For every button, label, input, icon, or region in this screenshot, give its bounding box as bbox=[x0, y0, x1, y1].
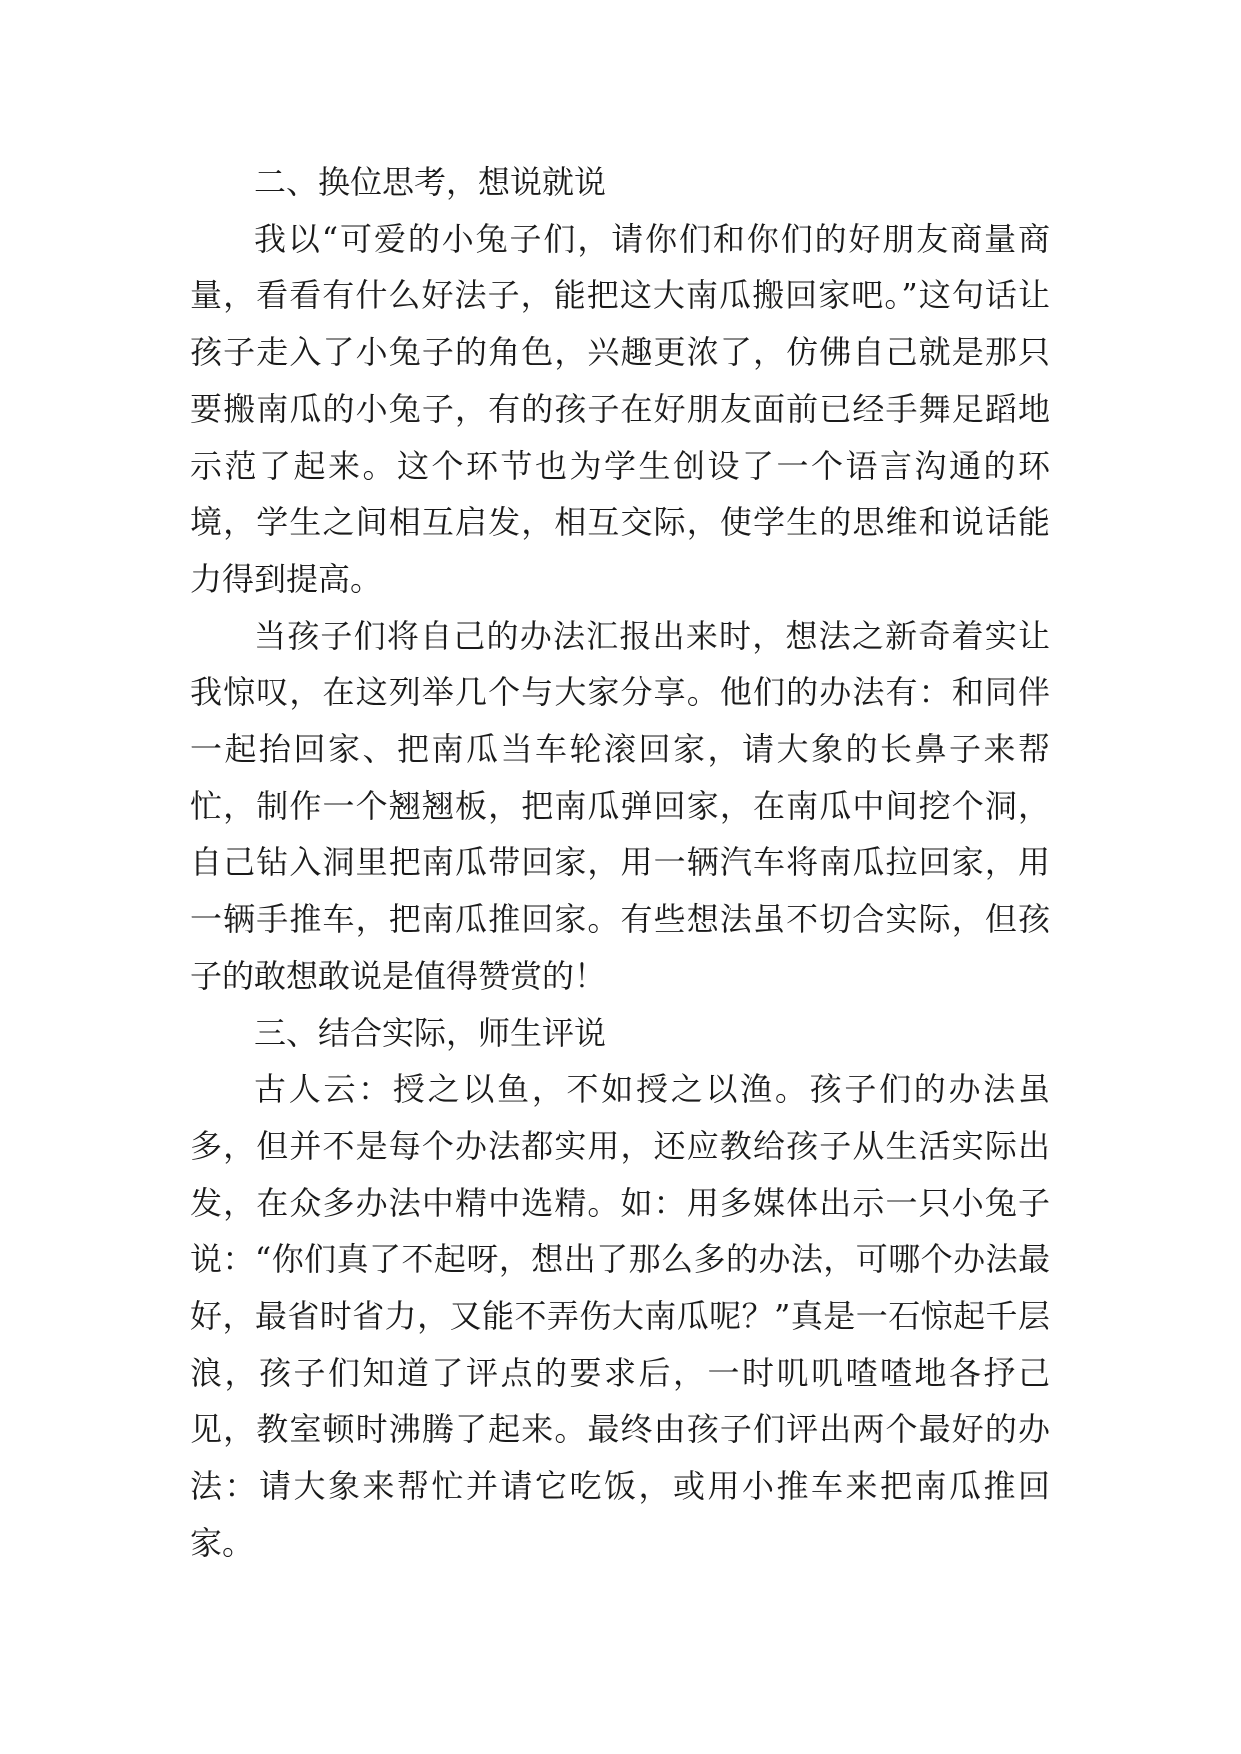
paragraph-2: 当孩子们将自己的办法汇报出来时，想法之新奇着实让我惊叹，在这列举几个与大家分享。他们的办法有：和同伴一起抬回家、把南瓜当车轮滚回家，请大象的长鼻子来帮忙，制作一个翘翘板，把南瓜弹回家，在南瓜中间挖个洞，自己钻入洞里把南瓜带回家，用一辆汽车将南瓜拉回家，用一辆手推车，把南瓜推回家。有些想法虽不切合实际，但孩子的敢想敢说是值得赞赏的！ bbox=[190, 616, 1050, 995]
paragraph-3: 古人云：授之以鱼，不如授之以渔。孩子们的办法虽多，但并不是每个办法都实用，还应教给孩子从生活实际出发，在众多办法中精中选精。如：用多媒体出示一只小兔子说：“你们真了不起呀，想出了那么多的办法，可哪个办法最好，最省时省力，又能不弄伤大南瓜呢？”真是一石惊起千层浪，孩子们知道了评点的要求后，一时叽叽喳喳地各抒己见，教室顿时沸腾了起来。最终由孩子们评出两个最好的办法：请大象来帮忙并请它吃饭，或用小推车来把南瓜推回家。 bbox=[190, 1070, 1050, 1562]
section-heading-2: 二、换位思考，想说就说 bbox=[254, 163, 607, 201]
paragraph-1: 我以“可爱的小兔子们，请你们和你们的好朋友商量商量，看看有什么好法子，能把这大南瓜搬回家吧。”这句话让孩子走入了小兔子的角色，兴趣更浓了，仿佛自己就是那只要搬南瓜的小兔子，有的孩子在好朋友面前已经手舞足蹈地示范了起来。这个环节也为学生创设了一个语言沟通的环境，学生之间相互启发，相互交际，使学生的思维和说话能力得到提高。 bbox=[190, 219, 1050, 598]
section-heading-3: 三、结合实际，师生评说 bbox=[254, 1013, 607, 1052]
document-body bbox=[190, 154, 1050, 1572]
